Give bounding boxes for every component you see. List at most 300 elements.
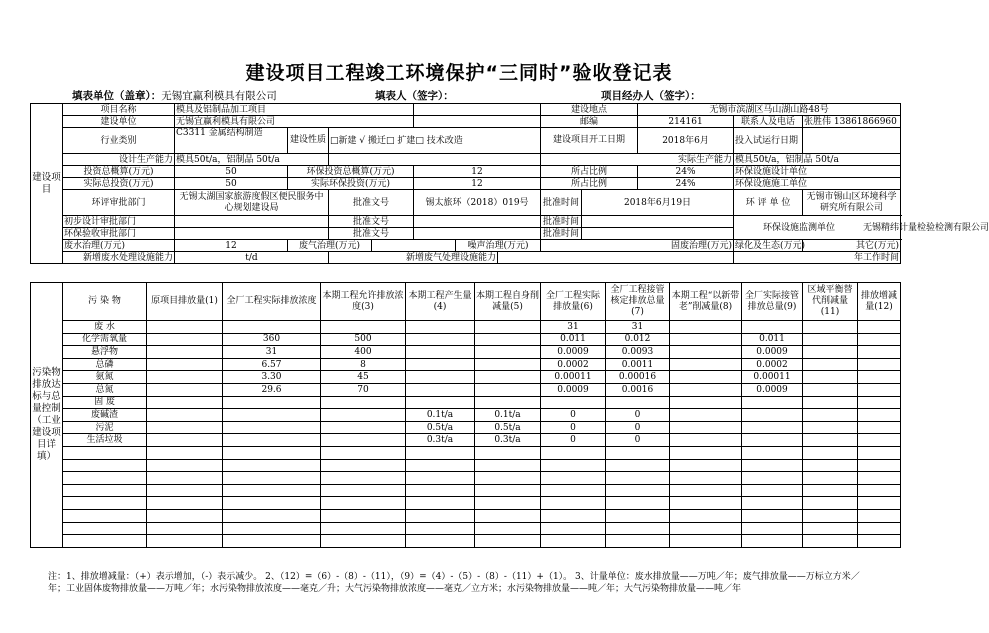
table-cell: [803, 522, 858, 535]
actual-invest: 50: [175, 178, 288, 190]
pollutant-name: [63, 535, 147, 548]
table-cell: [606, 484, 670, 497]
table-cell: 0.00011: [742, 371, 803, 384]
table-cell: [803, 472, 858, 485]
pollutant-name: [63, 509, 147, 522]
table-cell: [223, 396, 321, 409]
pollutant-name: [63, 484, 147, 497]
table-cell: [803, 321, 858, 334]
table-cell: [742, 434, 803, 447]
design-cap: 模具50t/a，铝制品 50t/a: [175, 154, 329, 166]
table-cell: [541, 396, 606, 409]
table-cell: [147, 522, 223, 535]
approve-time-label-3: 批准时间: [541, 228, 582, 240]
table-cell: 0.00016: [606, 371, 670, 384]
table-row: [31, 346, 901, 359]
table-cell: [147, 472, 223, 485]
ratio-label-2: 所占比例: [541, 178, 638, 190]
table-cell: [321, 321, 406, 334]
table-cell: [858, 346, 901, 359]
table-row: [31, 333, 901, 346]
col-header: 全厂工程实际排放浓度: [223, 283, 321, 321]
table-cell: [670, 484, 742, 497]
table-cell: [670, 472, 742, 485]
table-cell: [406, 522, 475, 535]
noise-label: 噪声治理(万元): [456, 240, 541, 252]
table-row: [31, 484, 901, 497]
table-cell: [475, 446, 541, 459]
footnote-text: 注：1、排放增减量：（+）表示增加，（-）表示减少。 2、（12）=（6）-（8）-（11），（9）=（4）-（5）-（8）-（11）+（1）。 3、计量单位：废水排放量——万吨／年；废气排放量——万标立方米／年；工业固体废物排放量——万吨／年；水污染物排放浓度——毫克／升；大气污染物排放浓度——毫克／立方米；水污染物排放量——吨／年；大气污染物排放量——吨／年: [48, 572, 860, 594]
fill-unit-label: 填表单位（盖章）：: [72, 90, 162, 102]
table-cell: [606, 497, 670, 510]
trial-label: 投入试运行日期: [734, 128, 803, 154]
table-cell: [475, 522, 541, 535]
table-cell: [475, 472, 541, 485]
table-cell: [406, 509, 475, 522]
project-name: 模具及铝制品加工项目: [175, 104, 414, 116]
table-cell: [803, 509, 858, 522]
table-cell: [803, 421, 858, 434]
table-cell: [670, 434, 742, 447]
work-time-label: 年工作时间: [734, 252, 901, 264]
pollutant-name: [63, 472, 147, 485]
table-cell: [406, 497, 475, 510]
table-cell: [147, 535, 223, 548]
table-cell: [742, 535, 803, 548]
eval-unit-label: 环 评 单 位: [734, 190, 803, 216]
col-header: 全厂实际接管排放总量(9): [742, 283, 803, 321]
table-cell: [406, 358, 475, 371]
col-header: 本期工程产生量(4): [406, 283, 475, 321]
table-cell: [541, 472, 606, 485]
table-cell: 0.0009: [541, 346, 606, 359]
table-cell: [475, 509, 541, 522]
table-cell: [321, 459, 406, 472]
table-cell: 400: [321, 346, 406, 359]
pollutant-name: 废碱渣: [63, 409, 147, 422]
actual-env-invest: 12: [414, 178, 541, 190]
table-cell: [670, 509, 742, 522]
table-cell: [406, 333, 475, 346]
table-cell: 0.0002: [541, 358, 606, 371]
table-cell: [606, 509, 670, 522]
table-cell: [223, 509, 321, 522]
contact-label: 联系人及电话: [734, 116, 803, 128]
table-cell: [406, 472, 475, 485]
pollutant-name: 总氮: [63, 383, 147, 396]
approve-time-label-2: 批准时间: [541, 216, 582, 228]
table-cell: [858, 371, 901, 384]
table-cell: 6.57: [223, 358, 321, 371]
table-cell: 0.0009: [742, 383, 803, 396]
approve-no: 锡太旅环（2018）019号: [414, 190, 541, 216]
location: 无锡市滨湖区马山湖山路48号: [638, 104, 901, 116]
table-cell: [858, 333, 901, 346]
pollutant-name: 氨氮: [63, 371, 147, 384]
table-cell: [321, 497, 406, 510]
table-cell: [406, 484, 475, 497]
table-cell: [541, 484, 606, 497]
table-cell: [606, 535, 670, 548]
table-cell: [223, 434, 321, 447]
table-cell: 0.0093: [606, 346, 670, 359]
table-cell: [223, 484, 321, 497]
postcode: 214161: [638, 116, 734, 128]
table-cell: [541, 535, 606, 548]
filler: [375, 88, 454, 103]
table-cell: [147, 358, 223, 371]
table-cell: [475, 484, 541, 497]
pollutant-name: [63, 459, 147, 472]
col-header: 排放增减量(12): [858, 283, 901, 321]
table-cell: [223, 321, 321, 334]
env-design-label: 环保设施设计单位: [734, 166, 901, 178]
table-cell: [321, 522, 406, 535]
project-name-label: 项目名称: [63, 104, 175, 116]
table-cell: [606, 396, 670, 409]
ratio-1: 24%: [638, 166, 734, 178]
unit-value: 无锡宜赢利模具有限公司: [175, 116, 414, 128]
table-cell: 31: [541, 321, 606, 334]
table-cell: [147, 484, 223, 497]
table-cell: [858, 446, 901, 459]
col-header: 全厂工程实际排放量(6): [541, 283, 606, 321]
col-header: 原项目排放量(1): [147, 283, 223, 321]
table-row: [31, 371, 901, 384]
table-cell: [670, 535, 742, 548]
table-cell: [670, 383, 742, 396]
table-cell: [803, 396, 858, 409]
table-cell: [858, 484, 901, 497]
table-cell: [803, 535, 858, 548]
table-cell: [406, 321, 475, 334]
ratio-2: 24%: [638, 178, 734, 190]
table-cell: [858, 535, 901, 548]
table-cell: [803, 484, 858, 497]
table-cell: 29.6: [223, 383, 321, 396]
new-gas-label: 新增废气处理设施能力: [329, 252, 498, 264]
table-cell: [742, 497, 803, 510]
table-cell: [147, 346, 223, 359]
table-row: [31, 421, 901, 434]
unit-label: 建设单位: [63, 116, 175, 128]
table-cell: [223, 459, 321, 472]
industry: C3311 金属结构制造: [175, 128, 288, 154]
table-cell: [321, 434, 406, 447]
invest: 50: [175, 166, 288, 178]
table-cell: [858, 358, 901, 371]
table-cell: [858, 459, 901, 472]
eval-unit: 无锡市锡山区环境科学研究所有限公司: [803, 190, 901, 216]
table-cell: [147, 371, 223, 384]
table-cell: [670, 346, 742, 359]
table-cell: [321, 535, 406, 548]
table-cell: 0.0002: [742, 358, 803, 371]
filler-label: 填表人（签字）：: [375, 90, 454, 102]
pollutant-name: 悬浮物: [63, 346, 147, 359]
table-cell: 0.5t/a: [475, 421, 541, 434]
table-cell: [541, 497, 606, 510]
start-label: 建设项目开工日期: [541, 128, 638, 154]
table-cell: [406, 459, 475, 472]
table-cell: [803, 497, 858, 510]
table-row: [31, 434, 901, 447]
table-cell: [670, 396, 742, 409]
table-cell: [223, 535, 321, 548]
table-cell: [803, 459, 858, 472]
table-row: [31, 535, 901, 548]
green-label: 绿化及生态(万元): [735, 240, 806, 251]
table-cell: [321, 421, 406, 434]
table-cell: 0: [606, 421, 670, 434]
design-cap-label: 设计生产能力: [63, 154, 175, 166]
table-cell: [670, 371, 742, 384]
table-cell: [475, 497, 541, 510]
table-cell: [321, 446, 406, 459]
table-cell: [803, 434, 858, 447]
table-cell: [742, 484, 803, 497]
table-cell: [406, 446, 475, 459]
pollutant-name: 化学需氧量: [63, 333, 147, 346]
table-cell: [147, 333, 223, 346]
col-header: 本期工程“以新带老”削减量(8): [670, 283, 742, 321]
approve-no-label-2: 批准文号: [329, 216, 414, 228]
table-cell: [406, 346, 475, 359]
table-row: [31, 321, 901, 334]
table-cell: 0: [541, 421, 606, 434]
table-cell: [321, 396, 406, 409]
table-cell: 0.011: [541, 333, 606, 346]
table-cell: [803, 346, 858, 359]
table-cell: [147, 396, 223, 409]
table-cell: [742, 421, 803, 434]
table-cell: [475, 346, 541, 359]
table-cell: 360: [223, 333, 321, 346]
table-cell: [475, 333, 541, 346]
table-cell: [858, 434, 901, 447]
table-cell: 0.0009: [541, 383, 606, 396]
nature-options: □新建 √ 搬迁□ 扩建□ 技术改造: [329, 128, 541, 154]
table-cell: [670, 358, 742, 371]
table-cell: 0.3t/a: [475, 434, 541, 447]
env-build-label: 环保设施施工单位: [734, 178, 901, 190]
table-row: [31, 409, 901, 422]
table-cell: [147, 509, 223, 522]
table-cell: 8: [321, 358, 406, 371]
table-cell: [670, 497, 742, 510]
col-header: 本期工程允许排放浓度(3): [321, 283, 406, 321]
table-cell: [742, 396, 803, 409]
table-cell: 0: [606, 409, 670, 422]
monitor: 无锡精纬计量检验检测有限公司: [863, 222, 989, 233]
table-cell: 0.011: [742, 333, 803, 346]
table-cell: [223, 497, 321, 510]
table-cell: [475, 396, 541, 409]
table-row: [31, 358, 901, 371]
table-cell: [670, 409, 742, 422]
table-cell: 0.00011: [541, 371, 606, 384]
table-row: [31, 522, 901, 535]
table-cell: [803, 446, 858, 459]
table-cell: [223, 421, 321, 434]
table-cell: [321, 409, 406, 422]
table-cell: [223, 472, 321, 485]
table-cell: [406, 371, 475, 384]
fill-unit-value: 无锡宜赢利模具有限公司: [161, 90, 277, 102]
col-header: 区域平衡替代削减量(11): [803, 283, 858, 321]
table-row: [31, 459, 901, 472]
solid-label: 固废治理(万元): [541, 240, 734, 252]
other-label: 其它(万元): [803, 240, 901, 252]
table-cell: [541, 459, 606, 472]
table-cell: [406, 383, 475, 396]
table-cell: [670, 333, 742, 346]
fill-unit: [72, 88, 277, 103]
table-cell: [606, 459, 670, 472]
gas-label: 废气治理(万元): [288, 240, 372, 252]
table-cell: [321, 509, 406, 522]
table-cell: 31: [223, 346, 321, 359]
table-row: [31, 472, 901, 485]
table-cell: [541, 509, 606, 522]
table-cell: 0.0009: [742, 346, 803, 359]
table-cell: [858, 497, 901, 510]
table-cell: [147, 321, 223, 334]
table-cell: [147, 434, 223, 447]
table-cell: [147, 459, 223, 472]
actual-env-invest-label: 实际环保投资(万元): [288, 178, 414, 190]
approve-time-label: 批准时间: [541, 190, 582, 216]
actual-cap: 模具50t/a，铝制品 50t/a: [734, 154, 901, 166]
manager: [601, 88, 701, 103]
table-cell: [475, 535, 541, 548]
table-cell: [541, 446, 606, 459]
table-cell: [858, 522, 901, 535]
table-cell: [742, 509, 803, 522]
pollutant-name: [63, 446, 147, 459]
table-cell: [742, 459, 803, 472]
table-cell: 0.5t/a: [406, 421, 475, 434]
table-cell: [858, 396, 901, 409]
approve-no-label: 批准文号: [329, 190, 414, 216]
postcode-label: 邮编: [541, 116, 638, 128]
pollutant-name: 废 水: [63, 321, 147, 334]
table-cell: [858, 409, 901, 422]
pollutant-name: [63, 522, 147, 535]
table-cell: [858, 421, 901, 434]
pollutant-name: [63, 497, 147, 510]
table-cell: [321, 472, 406, 485]
table-cell: [803, 371, 858, 384]
eia-dept-label: 环评审批部门: [63, 190, 175, 216]
table-cell: [475, 383, 541, 396]
table-cell: [147, 446, 223, 459]
table-cell: [147, 421, 223, 434]
col-header: 本期工程自身削减量(5): [475, 283, 541, 321]
table-cell: [606, 472, 670, 485]
table-cell: [803, 383, 858, 396]
table-cell: [742, 409, 803, 422]
table-cell: [406, 396, 475, 409]
invest-label: 投资总概算(万元): [63, 166, 175, 178]
table-cell: 31: [606, 321, 670, 334]
table-cell: [223, 409, 321, 422]
table-cell: [670, 321, 742, 334]
table-cell: [803, 358, 858, 371]
table-cell: [742, 472, 803, 485]
col-header: 全厂工程接管核定排放总量(7): [606, 283, 670, 321]
table-cell: [223, 446, 321, 459]
table-cell: 70: [321, 383, 406, 396]
table-cell: [858, 509, 901, 522]
table-cell: 3.30: [223, 371, 321, 384]
footnote: [48, 571, 868, 595]
pollutant-table: [30, 282, 901, 548]
table-cell: [670, 522, 742, 535]
ratio-label-1: 所占比例: [541, 166, 638, 178]
table-cell: [803, 333, 858, 346]
table-cell: [858, 472, 901, 485]
table-cell: [670, 459, 742, 472]
new-water: t/d: [175, 252, 329, 264]
table-row: [31, 383, 901, 396]
prelim-label: 初步设计审批部门: [63, 216, 175, 228]
table-row: [31, 446, 901, 459]
side-label-pollutant: 污染物排放达标与总量控制（工业建设项目详填）: [31, 283, 63, 548]
table-cell: [406, 535, 475, 548]
start-date: 2018年6月: [638, 128, 734, 154]
water-label: 废水治理(万元): [63, 240, 175, 252]
table-row: [31, 396, 901, 409]
table-cell: [475, 321, 541, 334]
approve-no-label-3: 批准文号: [329, 228, 414, 240]
pollutant-name: 生活垃圾: [63, 434, 147, 447]
table-cell: [670, 421, 742, 434]
table-cell: 0: [606, 434, 670, 447]
water: 12: [175, 240, 288, 252]
table-cell: [742, 446, 803, 459]
table-cell: [147, 409, 223, 422]
table-cell: 0.1t/a: [406, 409, 475, 422]
contact: 张胜伟 13861866960: [803, 116, 901, 128]
side-label-project: 建设项目: [31, 104, 63, 264]
table-cell: [803, 409, 858, 422]
table-cell: [742, 321, 803, 334]
nature-label: 建设性质: [288, 128, 329, 154]
table-cell: [858, 383, 901, 396]
table-cell: [475, 358, 541, 371]
pollutant-name: 污泥: [63, 421, 147, 434]
monitor-label: 环保设施监测单位: [763, 222, 836, 233]
new-water-label: 新增废水处理设施能力: [63, 252, 175, 264]
table-cell: 0.0016: [606, 383, 670, 396]
env-invest-label: 环保投资总概算(万元): [288, 166, 414, 178]
table-cell: [321, 484, 406, 497]
check-label: 环保验收审批部门: [63, 228, 175, 240]
manager-label: 项目经办人（签字）：: [601, 90, 701, 102]
env-invest: 12: [414, 166, 541, 178]
table-cell: 0.0011: [606, 358, 670, 371]
actual-cap-label: 实际生产能力: [541, 154, 734, 166]
project-info-table: [30, 103, 989, 264]
table-cell: [670, 446, 742, 459]
eia-dept: 无锡太湖国家旅游度假区便民服务中心规划建设局: [175, 190, 329, 216]
table-row: [31, 497, 901, 510]
industry-label: 行业类别: [63, 128, 175, 154]
table-cell: [223, 522, 321, 535]
col-header: 污 染 物: [63, 283, 147, 321]
table-cell: 0.1t/a: [475, 409, 541, 422]
